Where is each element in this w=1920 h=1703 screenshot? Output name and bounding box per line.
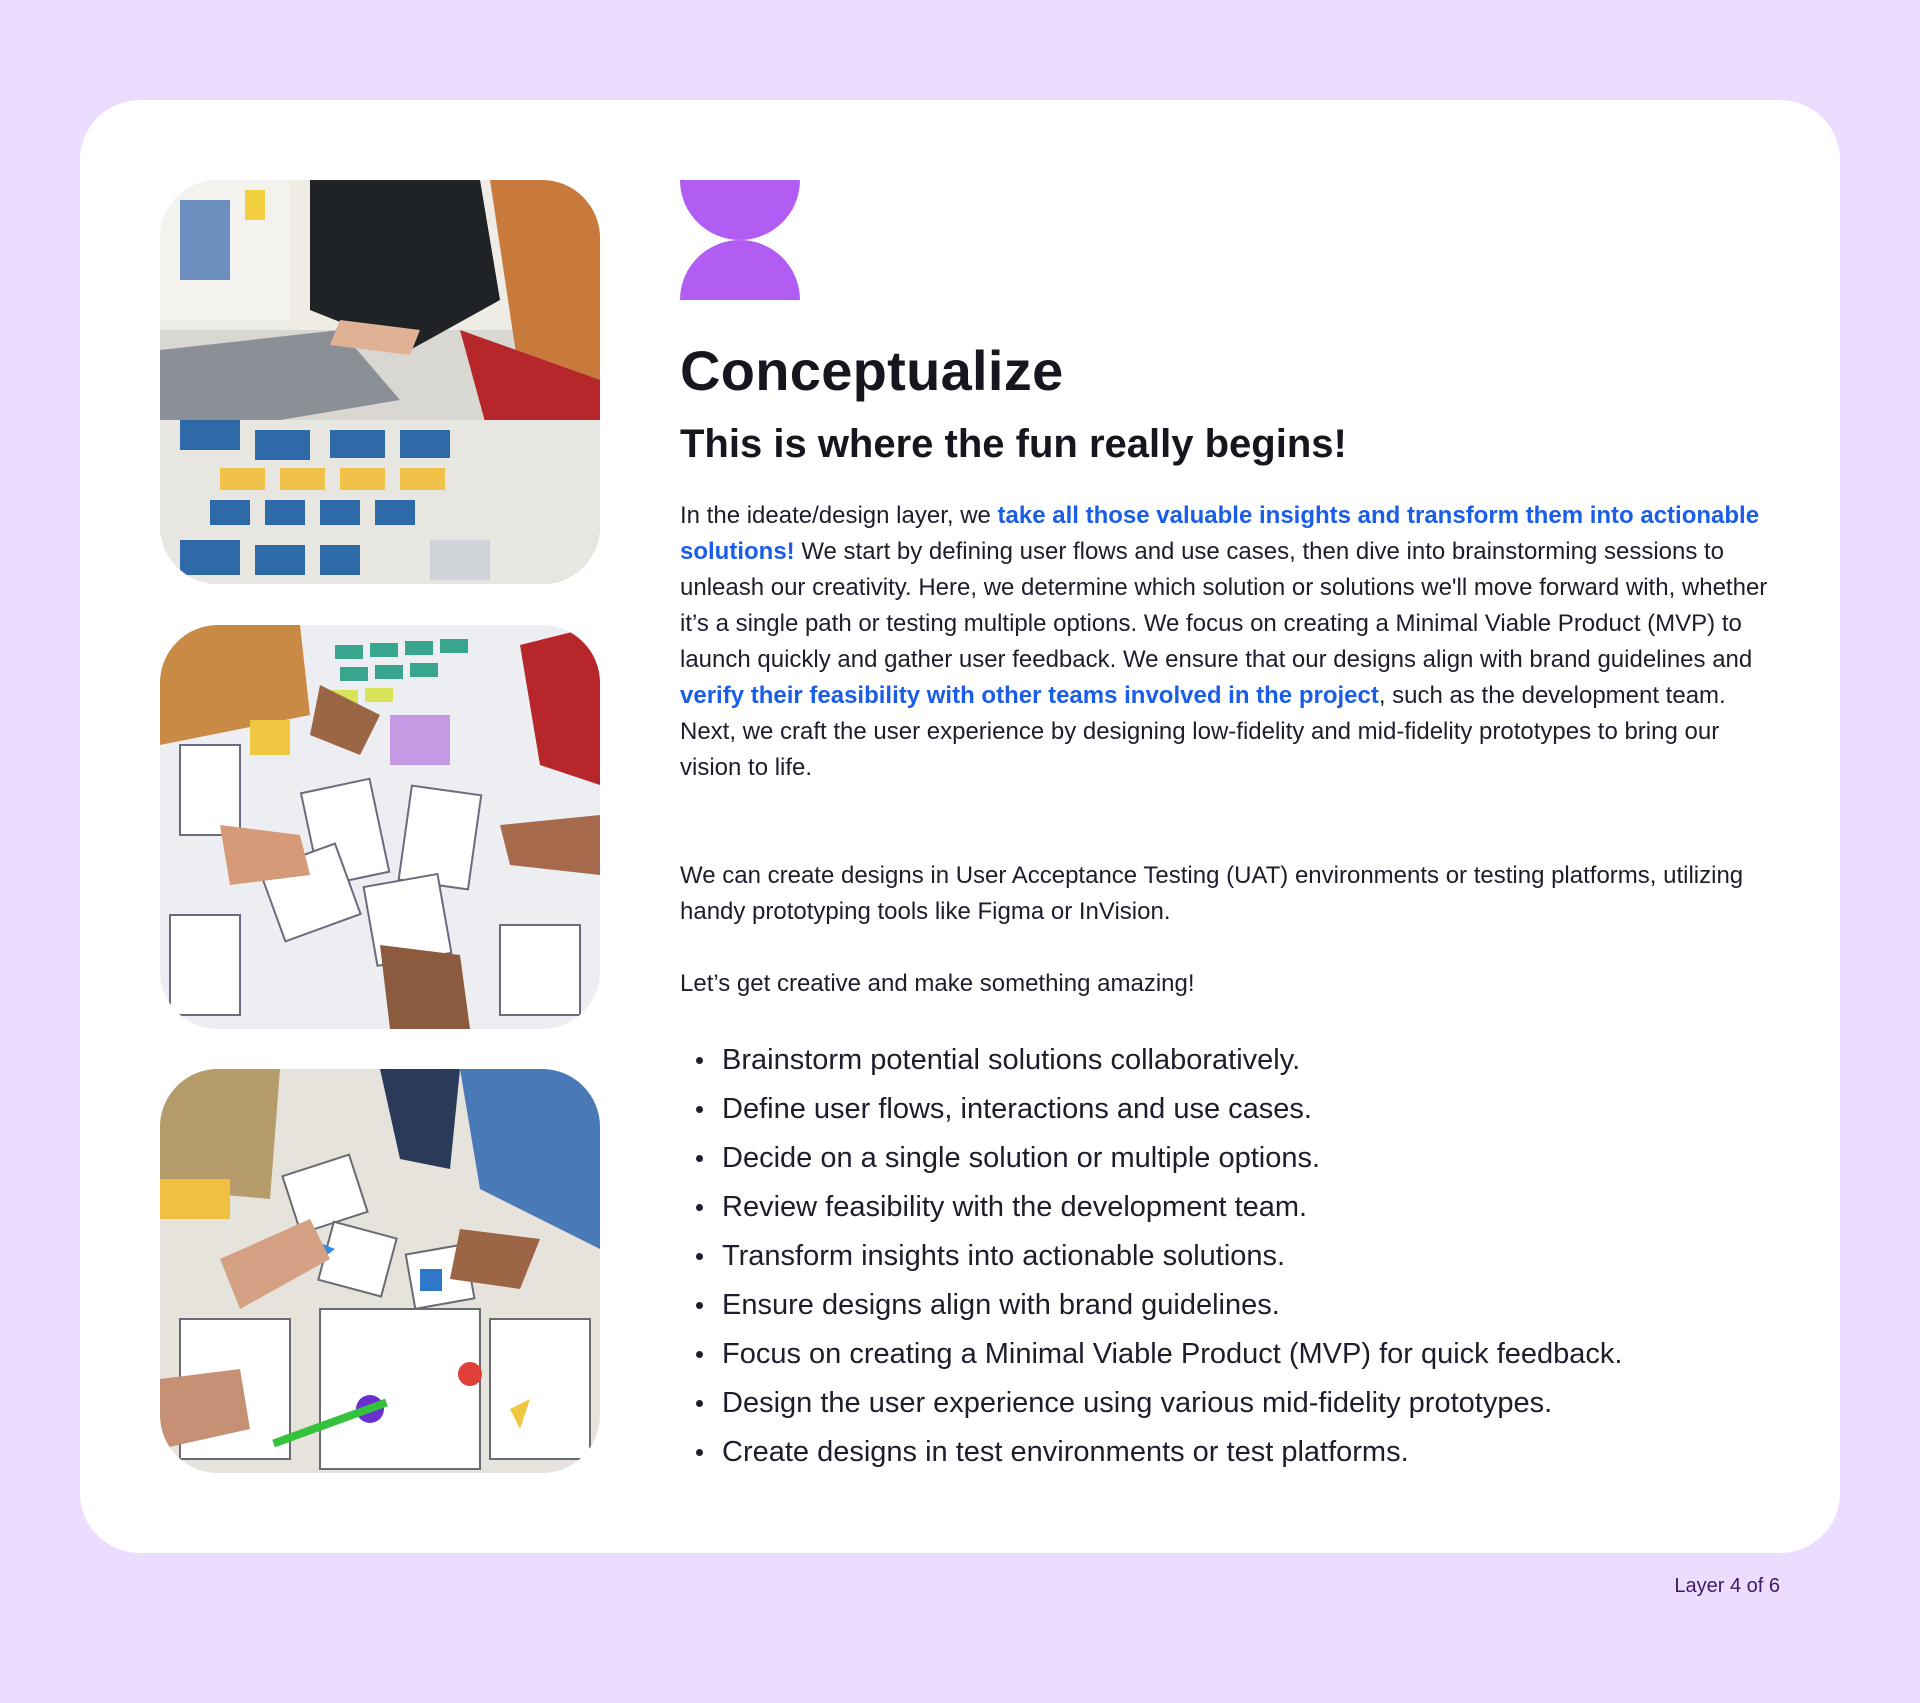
bullet-icon (696, 1253, 703, 1260)
activity-list (680, 1036, 1780, 1477)
list-item: Review feasibility with the development team. (680, 1183, 1780, 1232)
hourglass-semicircles-icon (680, 180, 800, 300)
photo-hands-sketch-cards (160, 1069, 600, 1473)
page-title: Conceptualize (680, 339, 1064, 402)
bullet-icon (696, 1204, 703, 1211)
closing-paragraph: Let’s get creative and make something amazing! (680, 970, 1195, 997)
bullet-icon (696, 1351, 703, 1358)
list-item: Decide on a single solution or multiple options. (680, 1134, 1780, 1183)
list-item: Brainstorm potential solutions collaboratively. (680, 1036, 1780, 1085)
highlight-insights: take all those valuable insights and transform them into actionable solutions! (680, 502, 1760, 565)
list-item: Define user flows, interactions and use cases. (680, 1085, 1780, 1134)
bullet-icon (696, 1302, 703, 1309)
list-item: Design the user experience using various mid-fidelity prototypes. (680, 1379, 1780, 1428)
bullet-icon (696, 1400, 703, 1407)
photo-hands-wireframe-cards (160, 625, 600, 1029)
uat-paragraph: We can create designs in User Acceptance Testing (UAT) environments or testing platforms, utilizing handy prototyping tools like Figma or InVision. (680, 862, 1744, 925)
list-item: Create designs in test environments or test platforms. (680, 1428, 1780, 1477)
list-item: Focus on creating a Minimal Viable Product (MVP) for quick feedback. (680, 1330, 1780, 1379)
bullet-icon (696, 1106, 703, 1113)
photo-team-wireframes (160, 180, 600, 584)
bullet-icon (696, 1057, 703, 1064)
list-item: Ensure designs align with brand guidelines. (680, 1281, 1780, 1330)
page-subtitle: This is where the fun really begins! (680, 422, 1347, 466)
layer-indicator: Layer 4 of 6 (1674, 1575, 1780, 1597)
bullet-icon (696, 1155, 703, 1162)
highlight-feasibility: verify their feasibility with other teams involved in the project (680, 682, 1379, 709)
bullet-icon (696, 1449, 703, 1456)
intro-paragraph: In the ideate/design layer, we take all those valuable insights and transform them into actionable solutions! We start by defining user flows and use cases, then dive into brainstorming sessions to unleash our creativity. Here, we determine which solution or solutions we'll move forward with, whether it’s a single path or testing multiple options. We focus on creating a Minimal Viable Product (MVP) to launch quickly and gather user feedback. We ensure that our designs align with brand guidelines and verify their feasibility with other teams involved in the project, such as the development team. Next, we craft the user experience by designing low-fidelity and mid-fidelity prototypes to bring our vision to life. (680, 502, 1768, 781)
content-card (80, 100, 1840, 1553)
list-item: Transform insights into actionable solutions. (680, 1232, 1780, 1281)
